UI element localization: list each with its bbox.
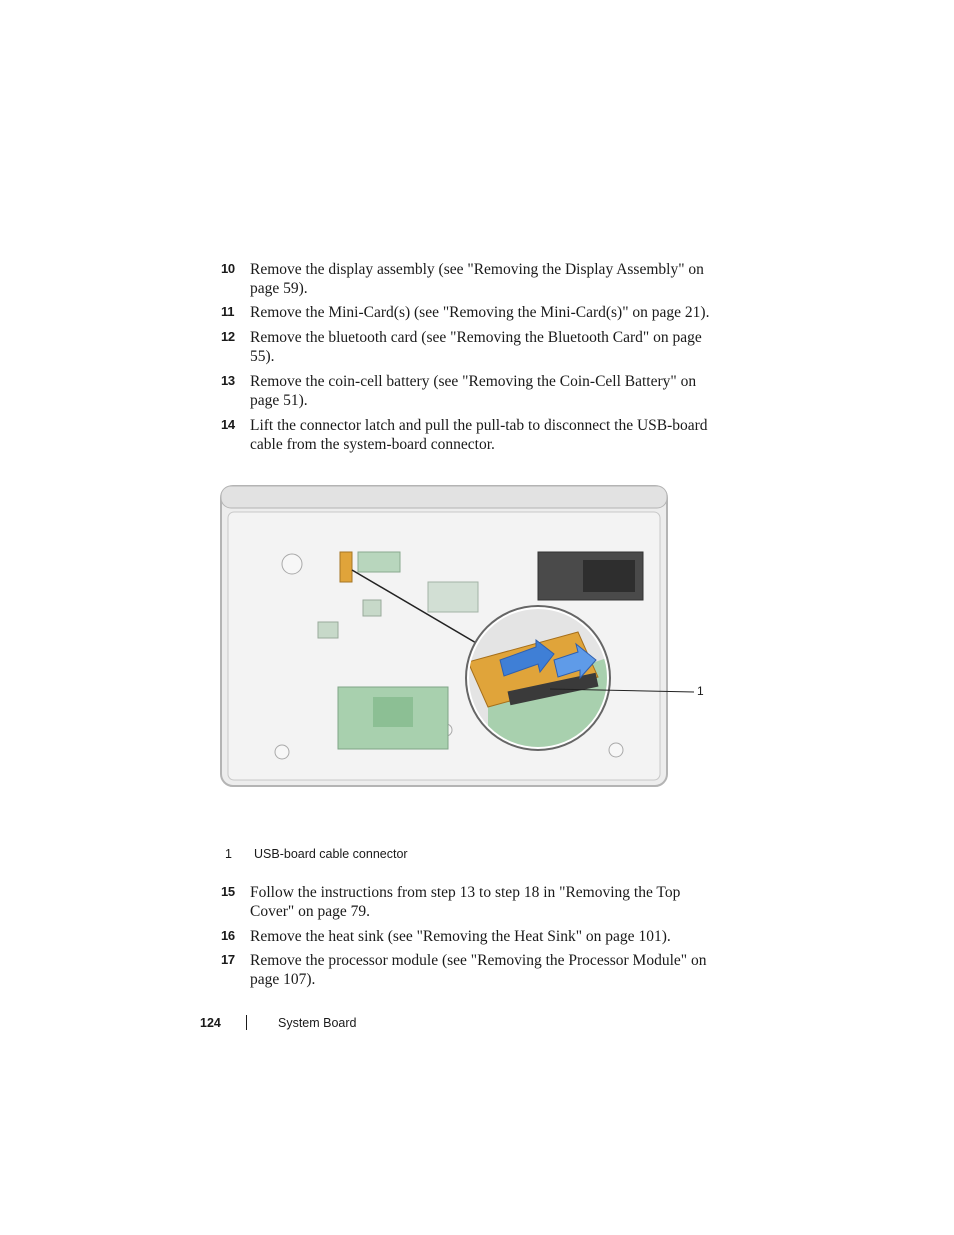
legend-label: USB-board cable connector	[254, 847, 408, 861]
step-16	[221, 927, 721, 946]
step-number: 14	[221, 417, 235, 432]
step-number: 17	[221, 952, 235, 967]
step-17	[221, 951, 721, 989]
hinge-bar	[221, 486, 667, 508]
page-number: 124	[200, 1016, 221, 1030]
step-number: 15	[221, 884, 235, 899]
touchpad-chip	[373, 697, 413, 727]
section-title: System Board	[278, 1016, 357, 1030]
step-text: Remove the heat sink (see "Removing the Heat Sink" on page 101).	[250, 928, 671, 945]
step-13	[221, 372, 721, 410]
palm-rest-illustration	[218, 482, 708, 792]
chip	[318, 622, 338, 638]
step-text: Remove the Mini-Card(s) (see "Removing the Mini-Card(s)" on page 21).	[250, 304, 710, 321]
step-text: Remove the processor module (see "Removing the Processor Module" on page 107).	[250, 952, 707, 988]
step-number: 10	[221, 261, 235, 276]
footer-separator	[246, 1015, 247, 1030]
step-number: 16	[221, 928, 235, 943]
small-board	[358, 552, 400, 572]
step-text: Lift the connector latch and pull the pull-tab to disconnect the USB-board cable from the system-board connector.	[250, 417, 708, 453]
chip	[363, 600, 381, 616]
step-text: Remove the bluetooth card (see "Removing the Bluetooth Card" on page 55).	[250, 329, 702, 365]
step-text: Follow the instructions from step 13 to step 18 in "Removing the Top Cover" on page 79.	[250, 884, 681, 920]
step-number: 11	[221, 304, 235, 319]
step-number: 13	[221, 373, 235, 388]
step-15	[221, 883, 721, 921]
callout-number: 1	[697, 684, 704, 698]
step-text: Remove the coin-cell battery (see "Removing the Coin-Cell Battery" on page 51).	[250, 373, 697, 409]
screw-boss	[282, 554, 302, 574]
step-number: 12	[221, 329, 235, 344]
legend-number: 1	[225, 847, 232, 861]
small-board	[428, 582, 478, 612]
wireless-card-label	[583, 560, 635, 592]
step-11	[221, 303, 721, 322]
step-10	[221, 260, 721, 298]
screw-boss	[609, 743, 623, 757]
step-14	[221, 416, 721, 454]
step-12	[221, 328, 721, 366]
usb-cable	[340, 552, 352, 582]
step-text: Remove the display assembly (see "Removing the Display Assembly" on page 59).	[250, 261, 704, 297]
screw-boss	[275, 745, 289, 759]
